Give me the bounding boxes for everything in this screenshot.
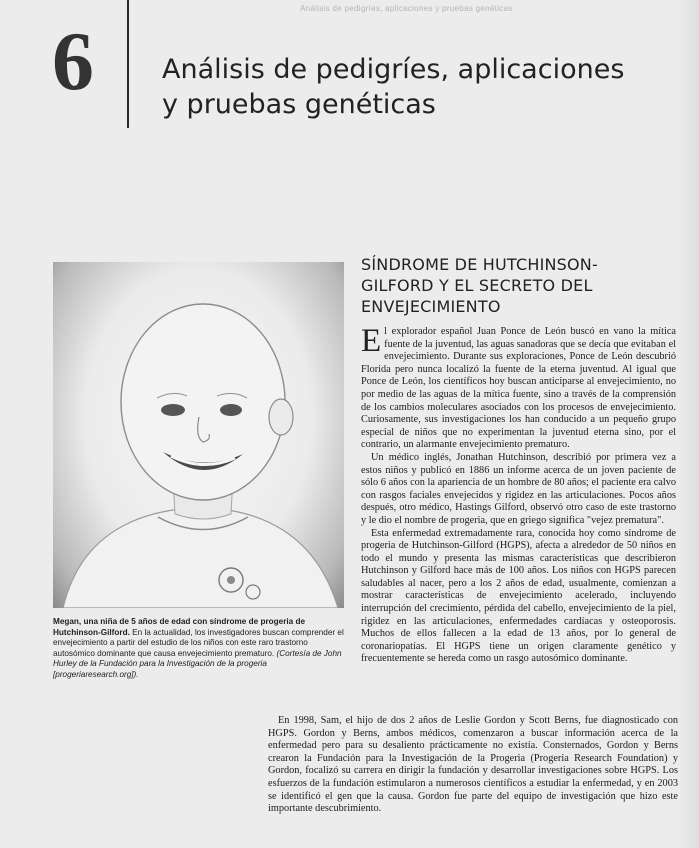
body-text-column xyxy=(361,323,676,666)
photo-caption xyxy=(53,617,348,681)
portrait-illustration xyxy=(53,262,344,608)
running-header: Análisis de pedigríes, aplicaciones y pruebas genéticas xyxy=(300,4,513,13)
section-heading xyxy=(361,254,681,317)
page-edge-shadow xyxy=(679,0,699,848)
caption-bold: Megan, una niña de 5 años de edad con síndrome de progeria de Hutchinson-Gilford. xyxy=(53,617,306,637)
paragraph-4: En 1998, Sam, el hijo de dos 2 años de Leslie Gordon y Scott Berns, fue diagnosticado con HGPS. Gordon y Berns, ambos médicos, comenzaron a buscar información acerca de la enfermedad pero para su desaliento prácticamente no existía. Consternados, Gordon y Berns crearon la Fundación para la Investigación de la Progeria (Progeria Research Foundation) y Gordon, focalizó su carrera en dirigir la fundación y desarrollar investigaciones sobre HGPS. Los esfuerzos de la fundación estimularon a numerosos científicos a estudiar la enfermedad, y en 2003 se identificó el gen que la causa. Gordon fue parte del equipo de investigación que hizo este importante descubrimiento. xyxy=(268,715,678,815)
paragraph-3: Esta enfermedad extremadamente rara, conocida hoy como síndrome de progeria de Hutchinson-Gilford (HGPS), afecta a alrededor de 50 niños en todo el mundo y presenta las mismas características que describieron Hutchinson y Gilford hace más de 100 años. Los niños con HGPS parecen saludables al nacer, pero a los 2 años de edad, usualmente, comienzan a mostrar características de envejecimiento acelerado, incluyendo interrupción del crecimiento, pérdida del cabello, envejecimiento de la piel, rigidez en las articulaciones, enfermedades cardíacas y osteoporosis. Muchos de ellos fallecen a la edad de 13 años, por lo general de coronariopatías. El HGPS tiene un origen claramente genético y frecuentemente se hereda como un rasgo autosómico dominante. xyxy=(361,527,676,665)
ear-shape xyxy=(269,399,293,435)
left-eye xyxy=(161,404,185,416)
caption-text: En la actualidad, los investigadores buscan comprender el envejecimiento a partir del estudio de los niños con este raro trastorno autosómico dominante que causa envejecimiento prematuro. xyxy=(53,627,344,658)
paragraph-2: Un médico inglés, Jonathan Hutchinson, describió por primera vez a estos niños y publicó en 1886 un informe acerca de un joven paciente de sólo 6 años con la apariencia de un hombre de 80 años; el paciente era calvo con rasgos faciales envejecidos y rigidez en las articulaciones. Pocos años después, otro médico, Hastings Gilford, observó otro caso de este trastorno y le dio el nombre de progeria, que en griego significa "vejez prematura". xyxy=(361,451,676,526)
child-portrait-photo xyxy=(53,262,344,608)
head-shape xyxy=(121,304,285,500)
shirt-flower-center xyxy=(227,576,235,584)
chapter-title-line-1: Análisis de pedigríes, aplicaciones xyxy=(162,54,625,85)
section-heading-line-2: GILFORD Y EL SECRETO DEL xyxy=(361,276,593,295)
right-eye xyxy=(220,404,242,416)
caption-credit: (Cortesía de John Hurley de la Fundación para la Investigación de la progeria [progeriaresearch.org]). xyxy=(53,648,342,679)
section-heading-line-3: ENVEJECIMIENTO xyxy=(361,297,501,316)
drop-cap: E xyxy=(361,323,382,359)
chapter-title-line-2: y pruebas genéticas xyxy=(162,89,436,120)
chapter-title xyxy=(162,52,687,122)
chapter-divider xyxy=(127,0,129,128)
chapter-number: 6 xyxy=(52,15,94,108)
paragraph-1-text: l explorador español Juan Ponce de León buscó en vano la mítica fuente de la juventud, las aguas sanadoras que se decía que evitaban el envejecimiento. Durante sus exploraciones, Ponce de León descubrió Florida pero nunca localizó la fuente de la eterna juventud. Al igual que Ponce de León, los científicos hoy buscan anticiparse al envejecimiento, no por medio de las aguas de la mítica fuente, sino a través de la comprensión de los cambios moleculares asociados con los procesos de envejecimiento. Curiosamente, sus investigaciones los han conducido a un pequeño grupo especial de niños que no experimentan la juventud eterna sino, por el contrario, un alarmante envejecimiento prematuro. xyxy=(361,326,676,451)
shirt-shape xyxy=(63,510,338,608)
paragraph-1 xyxy=(361,323,676,452)
section-heading-line-1: SÍNDROME DE HUTCHINSON- xyxy=(361,255,598,274)
